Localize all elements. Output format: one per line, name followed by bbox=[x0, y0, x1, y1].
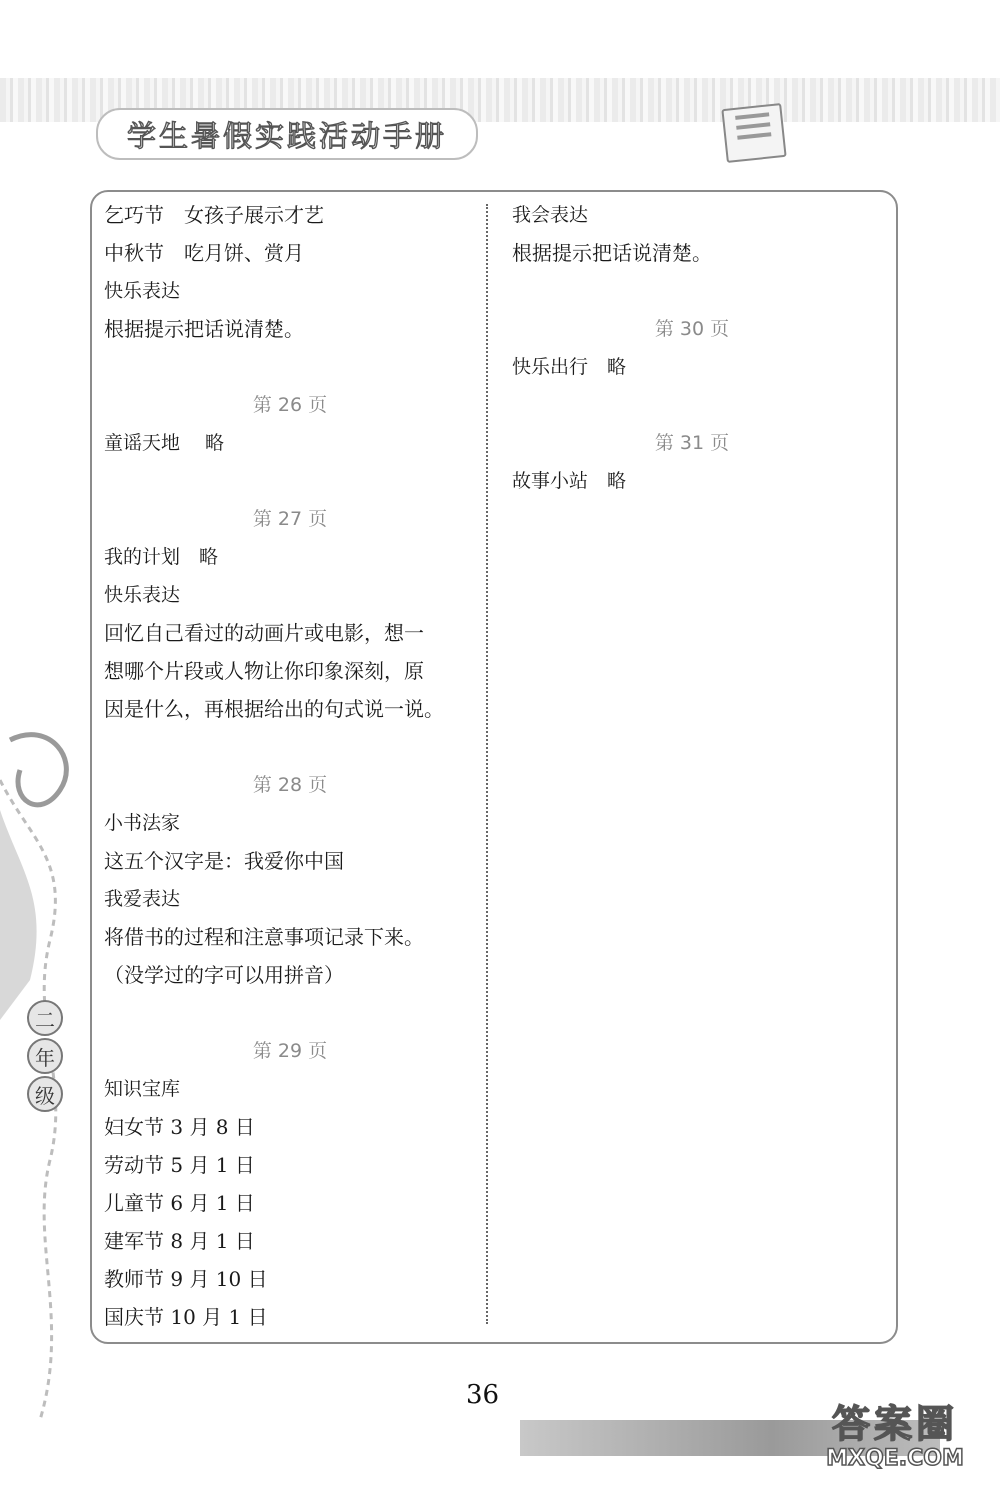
section-label: 我爱表达 bbox=[104, 888, 181, 910]
answer-line: 中秋节 吃月饼、赏月 bbox=[104, 241, 304, 265]
answer-line: 国庆节 10 月 1 日 bbox=[104, 1305, 268, 1329]
page-title: 学生暑假实践活动手册 bbox=[96, 108, 478, 160]
spacer bbox=[104, 728, 476, 766]
section-label: 小书法家 bbox=[104, 812, 181, 834]
section-label: 故事小站 略 bbox=[512, 470, 627, 492]
watermark-url: MXQE.COM bbox=[826, 1446, 964, 1471]
right-column bbox=[512, 196, 872, 500]
stamp-icon bbox=[721, 103, 786, 163]
answer-line: 这五个汉字是：我爱你中国 bbox=[104, 849, 344, 873]
page-heading: 第 31 页 bbox=[654, 432, 730, 454]
watermark-logo: 答案圈 bbox=[831, 1402, 958, 1446]
spacer bbox=[104, 462, 476, 500]
answer-line: 劳动节 5 月 1 日 bbox=[104, 1153, 255, 1177]
column-divider bbox=[486, 204, 488, 1324]
answer-line: 教师节 9 月 10 日 bbox=[104, 1267, 268, 1291]
answer-line: 根据提示把话说清楚。 bbox=[512, 241, 712, 265]
answer-line: （没学过的字可以用拼音） bbox=[104, 963, 344, 987]
spacer bbox=[104, 348, 476, 386]
grade-char: 年 bbox=[27, 1038, 63, 1074]
section-label: 快乐表达 bbox=[104, 280, 181, 302]
page-heading: 第 26 页 bbox=[252, 394, 328, 416]
page-heading: 第 27 页 bbox=[252, 508, 328, 530]
spacer bbox=[512, 272, 872, 310]
grade-char: 二 bbox=[27, 1000, 63, 1036]
answer-line: 回忆自己看过的动画片或电影，想一 bbox=[104, 621, 424, 645]
answer-line: 建军节 8 月 1 日 bbox=[104, 1229, 255, 1253]
spacer bbox=[512, 386, 872, 424]
page-heading: 第 30 页 bbox=[654, 318, 730, 340]
answer-line: 想哪个片段或人物让你印象深刻，原 bbox=[104, 659, 424, 683]
page-heading: 第 28 页 bbox=[252, 774, 328, 796]
answer-line: 妇女节 3 月 8 日 bbox=[104, 1115, 255, 1139]
answer-line: 因是什么，再根据给出的句式说一说。 bbox=[104, 697, 444, 721]
section-label: 快乐表达 bbox=[104, 584, 181, 606]
answer-line: 将借书的过程和注意事项记录下来。 bbox=[104, 925, 424, 949]
grade-char: 级 bbox=[27, 1076, 63, 1112]
section-label: 我会表达 bbox=[512, 204, 589, 226]
watermark bbox=[800, 1402, 990, 1472]
answer-line: 乞巧节 女孩子展示才艺 bbox=[104, 203, 324, 227]
answer-line: 儿童节 6 月 1 日 bbox=[104, 1191, 255, 1215]
answer-line: 根据提示把话说清楚。 bbox=[104, 317, 304, 341]
section-label: 快乐出行 略 bbox=[512, 356, 627, 378]
section-label: 我的计划 略 bbox=[104, 546, 219, 568]
left-column bbox=[104, 196, 476, 1336]
spacer bbox=[104, 994, 476, 1032]
grade-badge bbox=[28, 1000, 62, 1112]
page-heading: 第 29 页 bbox=[252, 1040, 328, 1062]
section-label: 童谣天地 略 bbox=[104, 432, 225, 454]
section-label: 知识宝库 bbox=[104, 1078, 181, 1100]
page-number: 36 bbox=[466, 1380, 500, 1410]
